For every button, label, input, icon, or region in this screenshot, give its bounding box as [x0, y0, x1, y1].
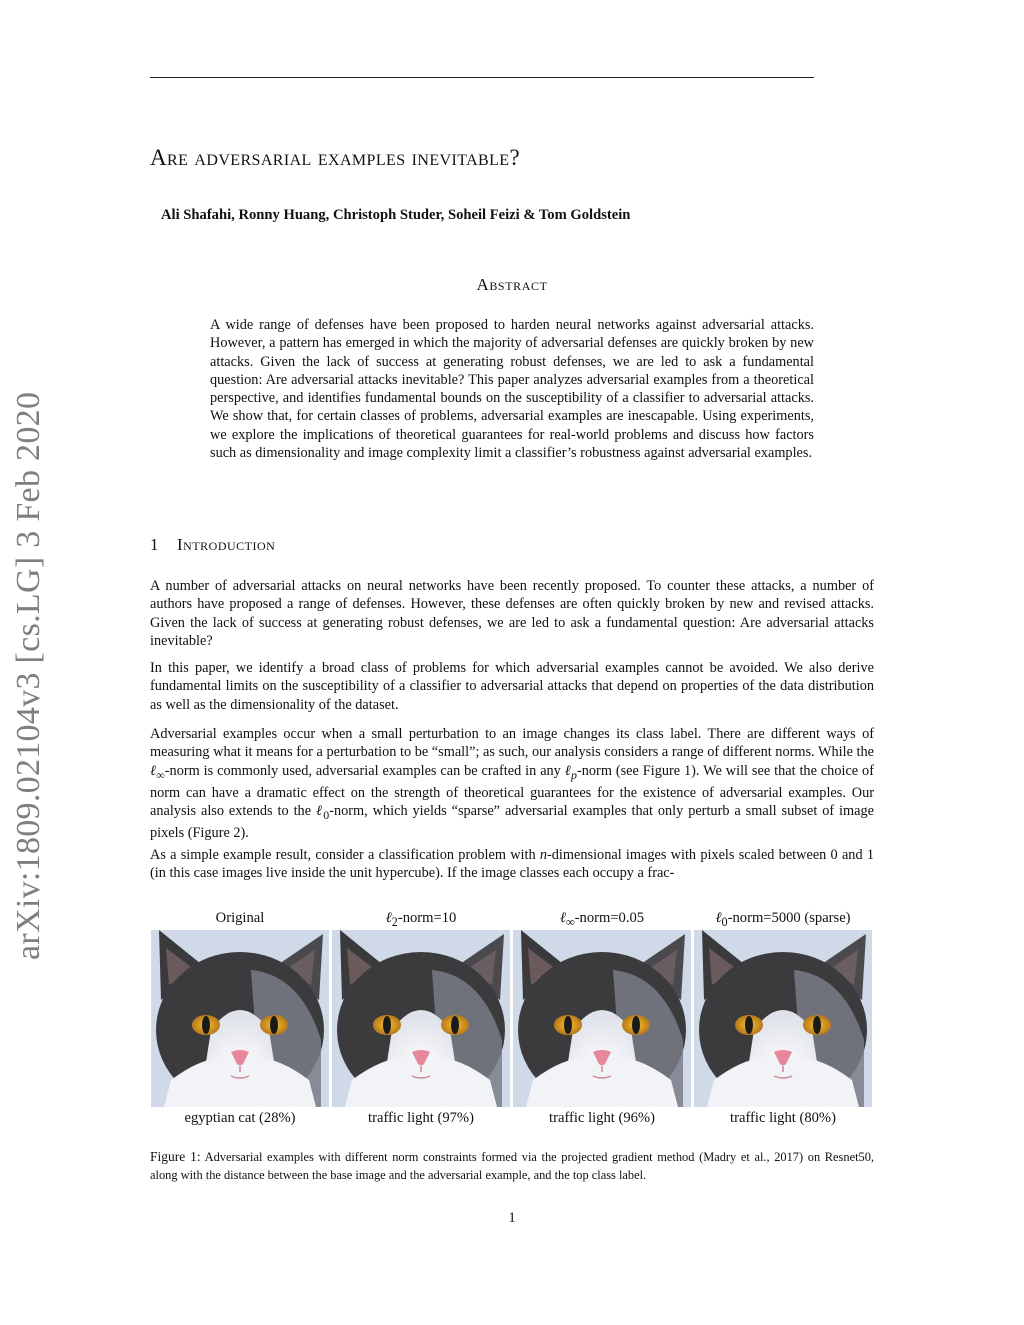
cat-image-l0 [694, 930, 872, 1107]
arxiv-stamp: arXiv:1809.02104v3 [cs.LG] 3 Feb 2020 [10, 391, 47, 960]
math-linf: ℓ$_\infty$ [559, 910, 575, 929]
figure-header-l2 [332, 910, 510, 930]
figure-header-text: -norm=5000 (sparse) [727, 910, 851, 926]
cat-image-l2 [332, 930, 510, 1107]
prediction-label: traffic light (96%) [549, 1110, 655, 1126]
paragraph-text: Adversarial examples occur when a small perturbation to an image changes its class label. There are different ways of measuring what it means for a perturbation to be “small”; as such, our analysis considers a range of different norms. While the [150, 726, 874, 761]
paragraph-text: -dimensional images with pixels scaled between 0 and 1 (in this case images live inside the unit hypercube). If the image classes each occupy a frac- [150, 847, 874, 882]
figure-header-l0 [694, 910, 872, 930]
abstract-heading-text: Abstract [476, 275, 548, 294]
paragraph [150, 846, 874, 883]
cat-image-linf [513, 930, 691, 1107]
figure-header-linf [513, 910, 691, 930]
section-heading [150, 535, 275, 555]
figure-caption-text: Adversarial examples with different norm constraints formed via the projected gradient method (Madry et al., 2017) on Resnet50, along with the distance between the base image and the adversarial example, and the top class label. [150, 1150, 875, 1182]
prediction-label: traffic light (80%) [730, 1110, 836, 1126]
paragraph: A number of adversarial attacks on neural networks have been recently proposed. To counter these attacks, a number of authors have proposed a range of defenses. However, these defenses are often quickly broken by new and revised attacks. Given the lack of success at generating robust defenses, we are led to ask a fundamental question: Are adversarial attacks inevitable? [150, 578, 874, 649]
figure-header-text: -norm=0.05 [574, 910, 645, 926]
paragraph [150, 725, 874, 843]
figure-caption [150, 1148, 874, 1184]
paragraph: In this paper, we identify a broad class of problems for which adversarial examples cannot be avoided. We also derive fundamental limits on the susceptibility of a classifier to adversarial attacks that depend on properties of the data distribution as well as the dimensionality of the dataset. [150, 660, 874, 713]
cat-image-original [151, 930, 329, 1107]
abstract-heading [0, 275, 1024, 295]
top-rule [150, 77, 814, 78]
math-n: n [539, 847, 548, 863]
paragraph-text: -norm (see Figure 1). We will see that the choice of norm can have a dramatic effect on the strength of theoretical guarantees for the existence of adversarial examples. Our analysis also extends to the [150, 762, 874, 820]
abstract-text: A wide range of defenses have been proposed to harden neural networks against adversarial attacks. However, a pattern has emerged in which the majority of adversarial defenses are quickly broken by new attacks. Given the lack of success at generating robust defenses, we are led to ask a fundamental question: Are adversarial attacks inevitable? This paper analyzes adversarial examples from a theoretical perspective, and identifies fundamental bounds on the susceptibility of a classifier to adversarial attacks. We show that, for certain classes of problems, adversarial examples are inescapable. Using experiments, we explore the implications of theoretical guarantees for real-world problems and discuss how factors such as dimensionality and image complexity limit a classifier’s robustness against adversarial examples. [210, 317, 814, 462]
math-linf: ℓ$_\infty$ [150, 762, 165, 782]
math-l2: ℓ$_2$ [385, 910, 398, 929]
figure-header-original: Original [215, 910, 265, 926]
paper-title-text: Are adversarial examples inevitable? [150, 145, 521, 170]
paper-title [150, 145, 520, 171]
prediction-label: egyptian cat (28%) [184, 1110, 296, 1126]
page-number: 1 [508, 1210, 516, 1226]
math-l0: ℓ$_0$ [315, 803, 330, 822]
figure-header-text: -norm=10 [397, 910, 457, 926]
paragraph-text: -norm, which yields “sparse” adversarial examples that only perturb a small subset of image pixels (Figure 2). [150, 803, 874, 842]
author-list: Ali Shafahi, Ronny Huang, Christoph Studer, Soheil Feizi & Tom Goldstein [161, 207, 631, 223]
paragraph-text: -norm is commonly used, adversarial examples can be crafted in any [164, 762, 565, 779]
math-l0: ℓ$_0$ [715, 910, 728, 929]
math-lp: ℓ$_p$ [564, 762, 577, 782]
section-number: 1 [150, 535, 159, 554]
figure-caption-label: Figure 1: [150, 1149, 201, 1164]
section-title: Introduction [177, 535, 276, 554]
paragraph-text: As a simple example result, consider a classification problem with [150, 847, 540, 863]
prediction-label: traffic light (97%) [368, 1110, 474, 1126]
